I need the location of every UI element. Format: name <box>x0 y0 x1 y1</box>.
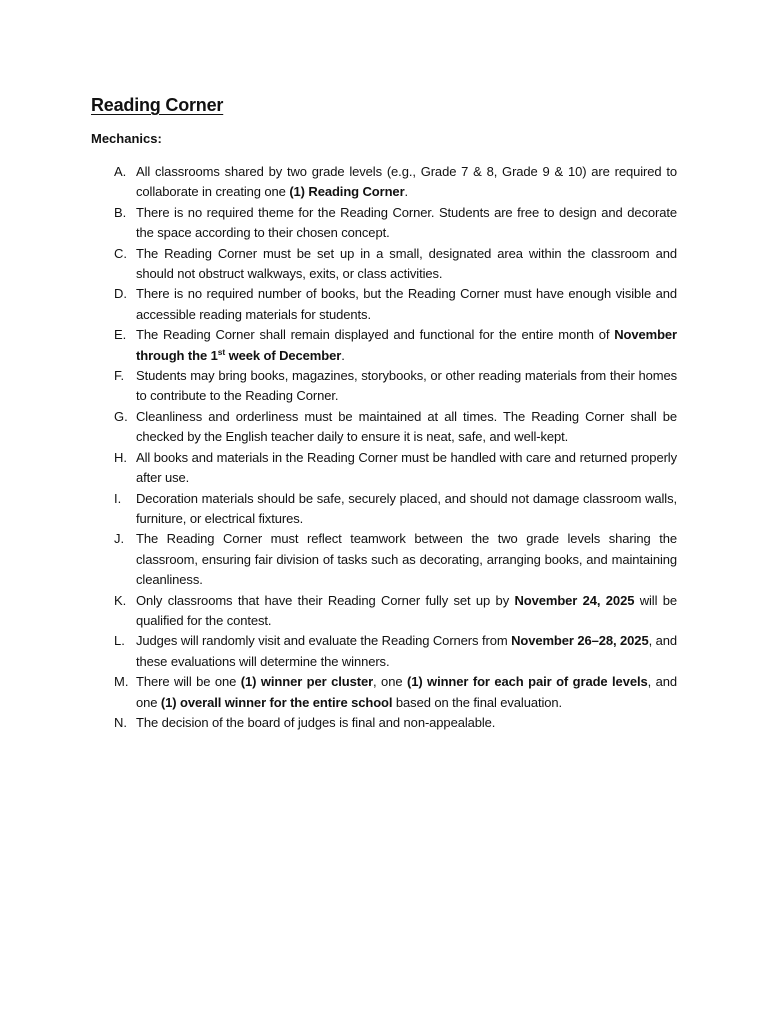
list-item-text <box>136 407 677 448</box>
text-run: The decision of the board of judges is final and non-appealable. <box>136 714 496 730</box>
list-marker: F. <box>114 368 125 384</box>
list-item-h <box>0 448 768 489</box>
list-item-b <box>0 203 768 244</box>
text-run: , one <box>373 674 407 690</box>
list-item-f <box>0 366 768 407</box>
text-run: Only classrooms that have their Reading Corner fully set up by <box>136 592 515 608</box>
list-marker: I. <box>114 490 122 506</box>
mechanics-list <box>0 162 768 733</box>
list-marker: B. <box>114 204 127 220</box>
list-item-d <box>0 284 768 325</box>
bold-text: (1) winner for each pair of grade levels <box>406 674 648 690</box>
text-run: Students may bring books, magazines, storybooks, or other reading materials from their homes to contribute to the Reading Corner. <box>136 368 677 404</box>
text-run: The Reading Corner must reflect teamwork between the two grade levels sharing the classroom, ensuring fair division of tasks such as decorating, arranging books, and maintaining cleanliness. <box>136 531 677 588</box>
list-item-m <box>0 672 768 713</box>
ordinal-superscript: st <box>217 346 226 357</box>
text-run: All classrooms shared by two grade levels (e.g., Grade 7 & 8, Grade 9 & 10) are required to collaborate in creating one <box>136 164 677 200</box>
list-marker: H. <box>114 449 127 465</box>
list-item-text <box>136 713 677 733</box>
list-item-l <box>0 631 768 672</box>
list-item-text <box>136 631 677 672</box>
list-item-j <box>0 529 768 590</box>
bold-text: week of December <box>225 347 342 363</box>
list-item-text <box>136 244 677 285</box>
mechanics-heading: Mechanics: <box>91 131 162 146</box>
bold-text: (1) winner per cluster <box>240 674 374 690</box>
list-item-text <box>136 672 677 713</box>
list-item-text <box>136 489 677 530</box>
list-item-text <box>136 203 677 244</box>
list-marker: G. <box>114 408 128 424</box>
list-item-i <box>0 489 768 530</box>
text-run: based on the final evaluation. <box>392 694 563 710</box>
list-item-text <box>136 325 677 366</box>
list-item-text <box>136 591 677 632</box>
text-run: All books and materials in the Reading Corner must be handled with care and returned properly after use. <box>136 449 677 486</box>
list-item-a <box>0 162 768 203</box>
text-run: . <box>404 184 409 200</box>
text-run: , and one <box>136 674 677 710</box>
list-item-text <box>136 448 677 489</box>
text-run: The Reading Corner must be set up in a small, designated area within the classroom and should not obstruct walkways, exits, or class activities. <box>136 245 677 282</box>
list-marker: K. <box>114 592 127 608</box>
list-marker: J. <box>114 531 125 547</box>
list-marker: D. <box>114 286 127 302</box>
bold-text: November 26–28, 2025 <box>511 633 649 649</box>
list-item-text <box>136 162 677 203</box>
list-item-c <box>0 244 768 285</box>
document-title: Reading Corner <box>91 95 224 115</box>
text-run: There is no required theme for the Reading Corner. Students are free to design and decorate the space according to their chosen concept. <box>136 204 677 241</box>
text-run: . <box>341 347 345 363</box>
list-marker: C. <box>114 245 127 261</box>
list-marker: L. <box>114 633 125 649</box>
list-marker: N. <box>114 714 127 730</box>
text-run: There is no required number of books, but the Reading Corner must have enough visible and accessible reading materials for students. <box>136 286 677 322</box>
text-run: There will be one <box>136 674 241 690</box>
list-marker: M. <box>114 674 129 690</box>
text-run: Decoration materials should be safe, securely placed, and should not damage classroom walls, furniture, or electrical fixtures. <box>136 490 677 526</box>
text-run: Judges will randomly visit and evaluate the Reading Corners from <box>136 633 512 649</box>
list-item-text <box>136 529 677 590</box>
list-item-k <box>0 591 768 632</box>
text-run: Cleanliness and orderliness must be maintained at all times. The Reading Corner shall be checked by the English teacher daily to ensure it is neat, safe, and well-kept. <box>136 408 677 445</box>
bold-text: (1) overall winner for the entire school <box>160 694 393 710</box>
bold-text: November through the 1 <box>136 327 677 363</box>
list-marker: A. <box>114 164 127 179</box>
text-run: will be qualified for the contest. <box>136 592 678 628</box>
list-item-n <box>0 713 768 733</box>
list-marker: E. <box>114 327 127 343</box>
text-run: , and these evaluations will determine the winners. <box>136 633 677 669</box>
list-item-e <box>0 325 768 366</box>
list-item-text <box>136 366 677 407</box>
bold-text: November 24, 2025 <box>514 592 635 608</box>
bold-text: (1) Reading Corner <box>289 184 405 200</box>
list-item-text <box>136 284 677 325</box>
text-run: The Reading Corner shall remain displayed and functional for the entire month of <box>136 327 615 343</box>
list-item-g <box>0 407 768 448</box>
